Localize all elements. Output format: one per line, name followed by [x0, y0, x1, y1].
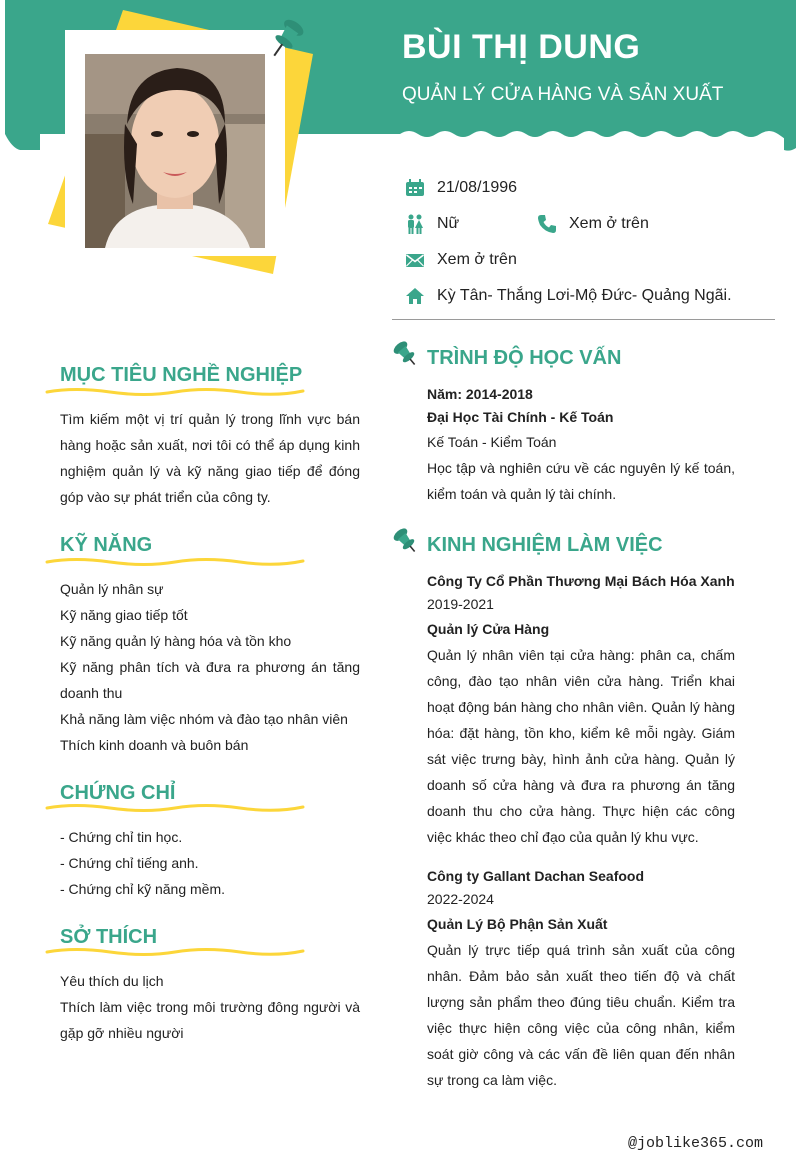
certificate-item: - Chứng chỉ kỹ năng mềm.	[60, 881, 225, 897]
candidate-title: QUẢN LÝ CỬA HÀNG VÀ SẢN XUẤT	[402, 84, 724, 105]
phone-value[interactable]: Xem ở trên	[569, 215, 649, 232]
skill-item: Thích kinh doanh và buôn bán	[60, 737, 249, 753]
hobbies-title: SỞ THÍCH	[60, 926, 158, 948]
experience-title: KINH NGHIỆM LÀM VIỆC	[427, 534, 663, 556]
contact-gender	[405, 213, 459, 235]
certificate-item: - Chứng chỉ tin học.	[60, 829, 183, 845]
dob-value: 21/08/1996	[437, 179, 518, 196]
watermark: @joblike365.com	[628, 1135, 764, 1152]
hobby-item: Thích làm việc trong môi trường đông người và gặp gỡ nhiều người	[60, 999, 360, 1041]
pin-icon	[268, 16, 308, 60]
education-major: Kế Toán - Kiểm Toán	[427, 434, 557, 450]
calendar-icon	[405, 179, 425, 197]
hobbies-underline	[45, 946, 305, 958]
contact-divider	[392, 319, 775, 320]
education-school: Đại Học Tài Chính - Kế Toán	[427, 409, 614, 425]
address-value: Kỳ Tân- Thắng Lơi-Mộ Đức- Quảng Ngãi.	[437, 287, 732, 304]
objective-title: MỤC TIÊU NGHỀ NGHIỆP	[60, 364, 303, 386]
candidate-name: BÙI THỊ DUNG	[402, 28, 641, 66]
objective-text: Tìm kiếm một vị trí quản lý trong lĩnh vực bán hàng hoặc sản xuất, nơi tôi có thể áp dụng kinh nghiệm quản lý và kỹ năng giao tiếp để đóng góp vào sự phát triển của công ty.	[60, 411, 360, 505]
education-description: Học tập và nghiên cứu về các nguyên lý kế toán, kiểm toán và quản lý tài chính.	[427, 460, 735, 502]
hobby-item: Yêu thích du lịch	[60, 973, 164, 989]
job-description: Quản lý nhân viên tại cửa hàng: phân ca, chấm công, đào tạo nhân viên cửa hàng. Triển khai hoạt động bán hàng cho nhân viên. Quản lý hàng hóa: đặt hàng, tồn kho, kiểm kê mỗi ngày. Giám sát việc trưng bày, hình ảnh cửa hàng. Quản lý doanh số cửa hàng và đưa ra phương án tăng doanh thu cho cửa hàng. Thực hiện các công việc khác theo chỉ đạo của quản lý khu vực.	[427, 647, 735, 845]
job-role: Quản lý Cửa Hàng	[427, 621, 550, 637]
job-company: Công ty Gallant Dachan Seafood	[427, 868, 645, 884]
certificate-item: - Chứng chỉ tiếng anh.	[60, 855, 199, 871]
skill-item: Quản lý nhân sự	[60, 581, 164, 597]
job-period: 2022-2024	[427, 891, 494, 907]
job-company: Công Ty Cổ Phần Thương Mại Bách Hóa Xanh	[427, 573, 735, 589]
certificates-title: CHỨNG CHỈ	[60, 782, 176, 804]
email-icon	[405, 252, 425, 268]
pin-icon	[392, 340, 418, 368]
job-description: Quản lý trực tiếp quá trình sản xuất của công nhân. Đảm bảo sản xuất theo tiến độ và chất lượng sản phẩm theo đúng tiêu chuẩn. Kiểm tra việc thực hiện công việc của công nhân, kiểm soát giờ công và các vấn đề liên quan đến nhân sự trong ca làm việc.	[427, 942, 735, 1088]
objective-underline	[45, 386, 305, 398]
skill-item: Kỹ năng quản lý hàng hóa và tồn kho	[60, 633, 292, 649]
skills-title: KỸ NĂNG	[60, 534, 153, 556]
job-role: Quản Lý Bộ Phận Sản Xuất	[427, 916, 608, 932]
email-value[interactable]: Xem ở trên	[437, 251, 517, 268]
education-year: Năm: 2014-2018	[427, 386, 533, 402]
contact-phone	[537, 213, 649, 235]
contact-address	[405, 285, 732, 307]
home-icon	[405, 287, 425, 305]
certificates-underline	[45, 802, 305, 814]
gender-value: Nữ	[437, 215, 460, 232]
skills-underline	[45, 556, 305, 568]
skill-item: Khả năng làm việc nhóm và đào tạo nhân viên	[60, 711, 348, 727]
contact-email	[405, 249, 517, 271]
skill-item: Kỹ năng giao tiếp tốt	[60, 607, 188, 623]
skill-item: Kỹ năng phân tích và đưa ra phương án tăng doanh thu	[60, 659, 360, 701]
gender-icon	[405, 214, 425, 234]
job-period: 2019-2021	[427, 596, 494, 612]
education-title: TRÌNH ĐỘ HỌC VẤN	[427, 347, 622, 369]
pin-icon	[392, 527, 418, 555]
contact-dob	[405, 177, 517, 199]
phone-icon	[537, 214, 557, 234]
profile-photo	[85, 54, 265, 248]
